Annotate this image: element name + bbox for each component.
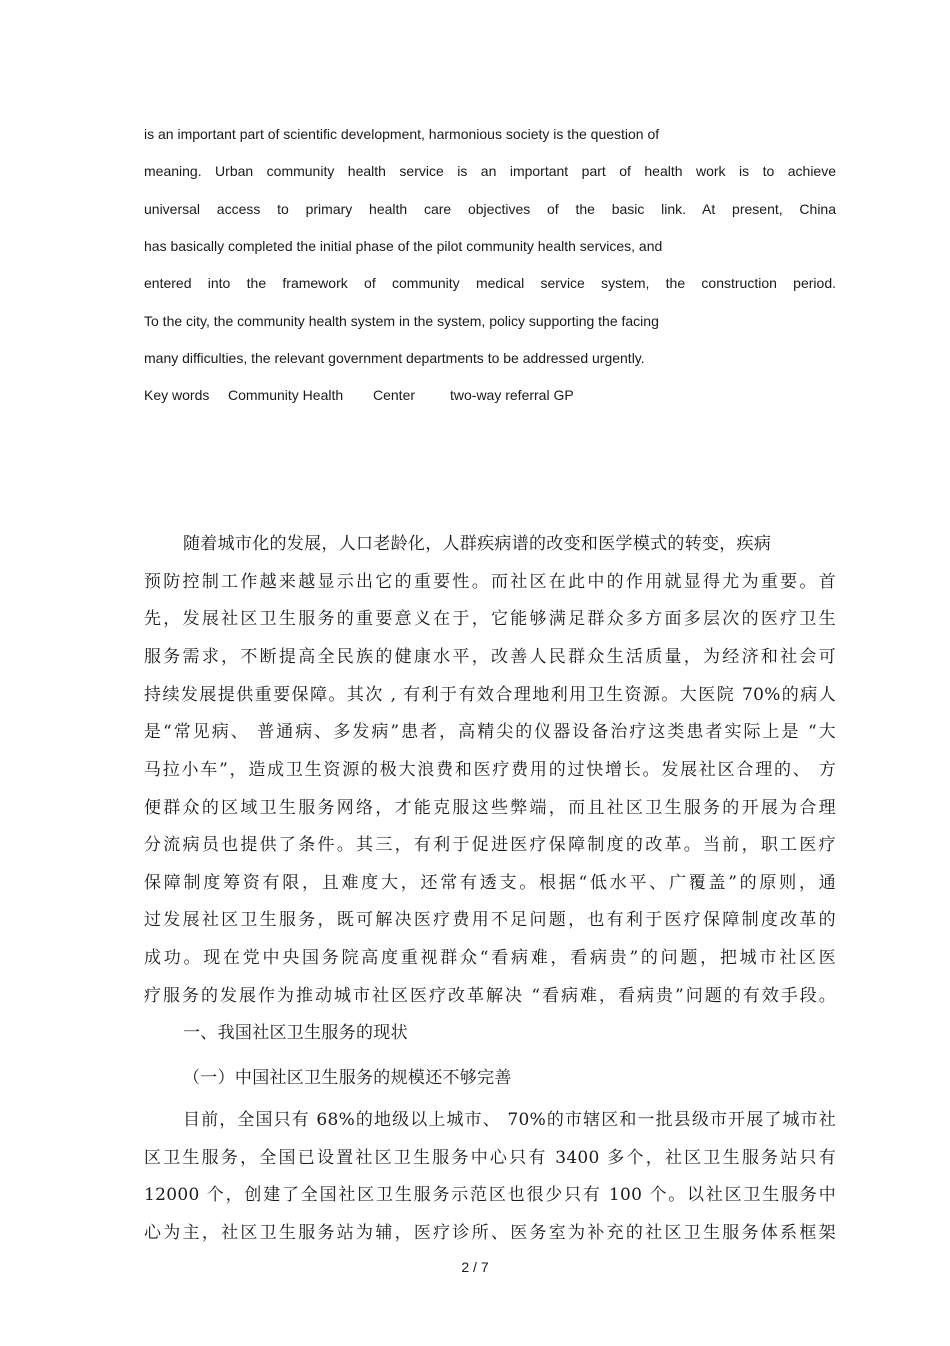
keywords-label: Key words [144, 387, 210, 403]
paragraph-line: 是“常见病、 普通病、多发病”患者，高精尖的仪器设备治疗这类患者实际上是 “大 [144, 722, 836, 742]
keyword-term: two-way referral GP [450, 387, 574, 403]
section-heading: 一、我国社区卫生服务的现状 [183, 1023, 408, 1043]
abstract-line: is an important part of scientific development, harmonious society is the question of [144, 126, 660, 142]
keyword-term: Center [373, 387, 416, 403]
paragraph-line: 区卫生服务，全国已设置社区卫生服务中心只有 3400 多个，社区卫生服务站只有 [144, 1148, 836, 1168]
paragraph-line: 成功。现在党中央国务院高度重视群众“看病难，看病贵”的问题，把城市社区医 [144, 948, 836, 968]
page-number: 2 / 7 [461, 1259, 489, 1275]
paragraph-line: 心为主，社区卫生服务站为辅，医疗诊所、医务室为补充的社区卫生服务体系框架 [144, 1223, 836, 1243]
abstract-line: To the city, the community health system in the system, policy supporting the facing [144, 313, 659, 329]
paragraph-line: 分流病员也提供了条件。其三，有利于促进医疗保障制度的改革。当前，职工医疗 [144, 835, 836, 855]
subsection-heading: （一）中国社区卫生服务的规模还不够完善 [183, 1068, 512, 1088]
paragraph-line: 服务需求，不断提高全民族的健康水平，改善人民群众生活质量，为经济和社会可 [144, 647, 836, 667]
abstract-line: many difficulties, the relevant government departments to be addressed urgently. [144, 350, 645, 366]
paragraph-line: 随着城市化的发展，人口老龄化，人群疾病谱的改变和医学模式的转变，疾病 [183, 534, 772, 554]
paragraph-line: 预防控制工作越来越显示出它的重要性。而社区在此中的作用就显得尤为重要。首 [144, 572, 836, 592]
paragraph-line: 持续发展提供重要保障。其次 , 有利于有效合理地利用卫生资源。大医院 70%的病人 [144, 685, 836, 705]
paragraph-line: 目前，全国只有 68%的地级以上城市、 70%的市辖区和一批县级市开展了城市社 [183, 1110, 836, 1130]
paragraph-line: 保障制度筹资有限，且难度大，还常有透支。根据“低水平、广覆盖”的原则，通 [144, 873, 836, 893]
paragraph-line: 便群众的区域卫生服务网络，才能克服这些弊端，而且社区卫生服务的开展为合理 [144, 798, 836, 818]
paragraph-line: 马拉小车”，造成卫生资源的极大浪费和医疗费用的过快增长。发展社区合理的、 方 [144, 760, 836, 780]
abstract-line: universal access to primary health care objectives of the basic link. At present, China [144, 201, 836, 217]
abstract-line: has basically completed the initial phase of the pilot community health services, and [144, 238, 663, 254]
abstract-line: entered into the framework of community medical service system, the construction period. [144, 275, 836, 291]
paragraph-line: 疗服务的发展作为推动城市社区医疗改革解决 “看病难，看病贵”问题的有效手段。 [144, 986, 836, 1006]
abstract-line: meaning. Urban community health service is an important part of health work is to achieve [144, 163, 836, 179]
paragraph-line: 先，发展社区卫生服务的重要意义在于，它能够满足群众多方面多层次的医疗卫生 [144, 609, 836, 629]
paragraph-line: 过发展社区卫生服务，既可解决医疗费用不足问题，也有利于医疗保障制度改革的 [144, 910, 836, 930]
paragraph-line: 12000 个，创建了全国社区卫生服务示范区也很少只有 100 个。以社区卫生服务中 [144, 1185, 836, 1205]
keyword-term: Community Health [228, 387, 344, 403]
